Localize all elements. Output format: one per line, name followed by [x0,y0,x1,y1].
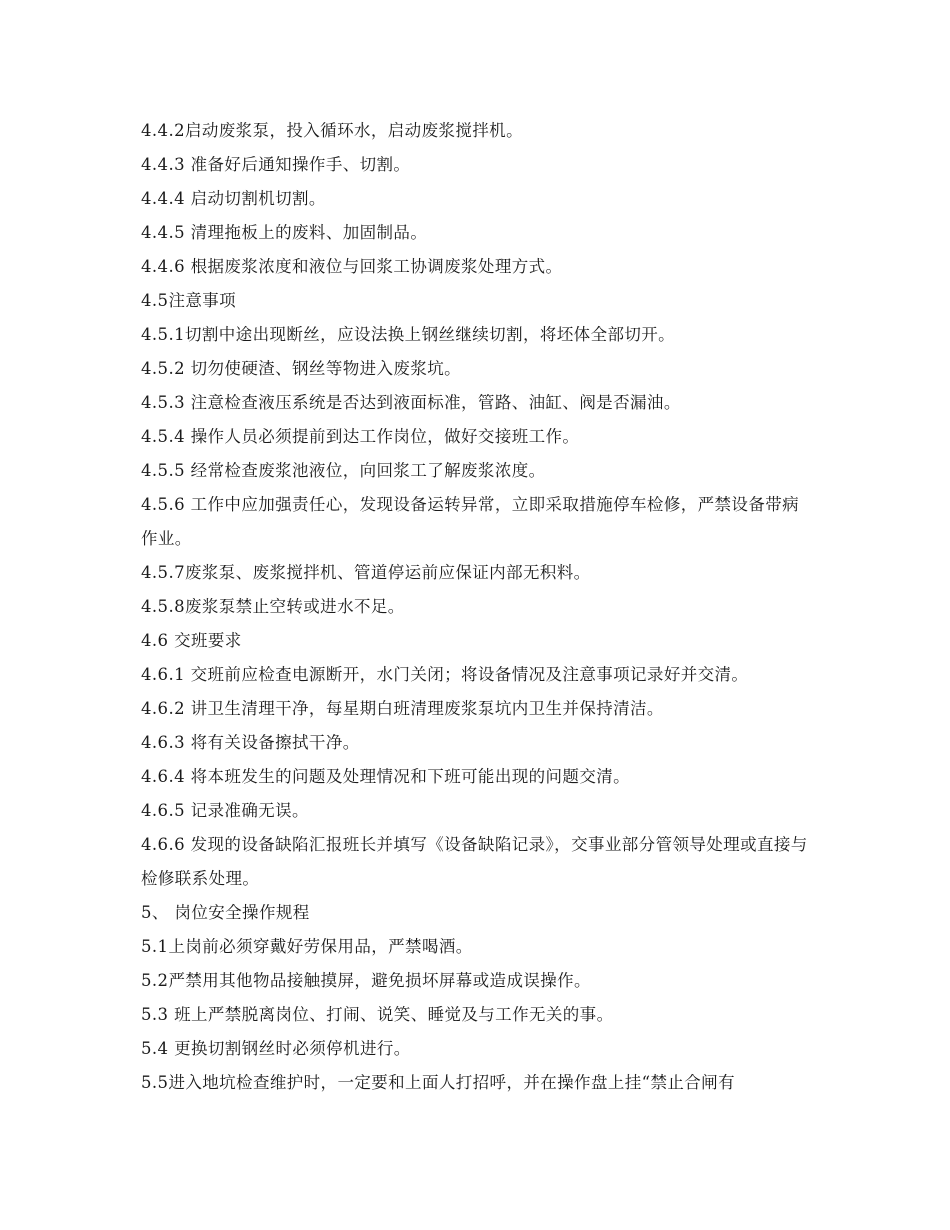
paragraph-4-6-4: 4.6.4 将本班发生的问题及处理情况和下班可能出现的问题交清。 [141,767,631,786]
paragraph-4-5-3: 4.5.3 注意检查液压系统是否达到液面标准，管路、油缸、阀是否漏油。 [141,393,681,412]
paragraph-5-3: 5.3 班上严禁脱离岗位、打闹、说笑、睡觉及与工作无关的事。 [141,1005,614,1024]
paragraph-4-5-6: 4.5.6 工作中应加强责任心，发现设备运转异常，立即采取措施停车检修，严禁设备带病作业。 [141,495,800,548]
paragraph-4-5-1: 4.5.1切割中途出现断丝，应设法换上钢丝继续切割，将坯体全部切开。 [141,325,676,344]
paragraph-4-6-3: 4.6.3 将有关设备擦拭干净。 [141,733,360,752]
paragraph-4-4-3: 4.4.3 准备好后通知操作手、切割。 [141,155,411,174]
paragraph-5-1: 5.1上岗前必须穿戴好劳保用品，严禁喝酒。 [141,937,473,956]
paragraph-4-6-6: 4.6.6 发现的设备缺陷汇报班长并填写《设备缺陷记录》，交事业部分管领导处理或直接与检修联系处理。 [141,835,808,888]
paragraph-5-4: 5.4 更换切割钢丝时必须停机进行。 [141,1039,411,1058]
paragraph-5-5: 5.5进入地坑检查维护时，一定要和上面人打招呼，并在操作盘上挂“禁止合闸有 [141,1073,735,1092]
section-heading-5: 5、 岗位安全操作规程 [141,903,310,922]
paragraph-4-6-5: 4.6.5 记录准确无误。 [141,801,309,820]
paragraph-4-5-4: 4.5.4 操作人员必须提前到达工作岗位，做好交接班工作。 [141,427,580,446]
paragraph-4-6-2: 4.6.2 讲卫生清理干净，每星期白班清理废浆泵坑内卫生并保持清洁。 [141,699,664,718]
paragraph-4-4-5: 4.4.5 清理拖板上的废料、加固制品。 [141,223,428,242]
paragraph-4-4-4: 4.4.4 启动切割机切割。 [141,189,326,208]
paragraph-4-5-7: 4.5.7废浆泵、废浆搅拌机、管道停运前应保证内部无积料。 [141,563,591,582]
paragraph-4-5-5: 4.5.5 经常检查废浆池液位，向回浆工了解废浆浓度。 [141,461,546,480]
paragraph-4-4-6: 4.4.6 根据废浆浓度和液位与回浆工协调废浆处理方式。 [141,257,563,276]
paragraph-5-2: 5.2严禁用其他物品接触摸屏，避免损坏屏幕或造成误操作。 [141,971,591,990]
paragraph-4-5-2: 4.5.2 切勿使硬渣、钢丝等物进入废浆坑。 [141,359,462,378]
section-heading-4-5: 4.5注意事项 [141,291,237,310]
paragraph-4-4-2: 4.4.2启动废浆泵，投入循环水，启动废浆搅拌机。 [141,121,523,140]
section-heading-4-6: 4.6 交班要求 [141,631,242,650]
paragraph-4-6-1: 4.6.1 交班前应检查电源断开，水门关闭；将设备情况及注意事项记录好并交清。 [141,665,749,684]
paragraph-4-5-8: 4.5.8废浆泵禁止空转或进水不足。 [141,597,405,616]
document-body [141,114,813,1100]
